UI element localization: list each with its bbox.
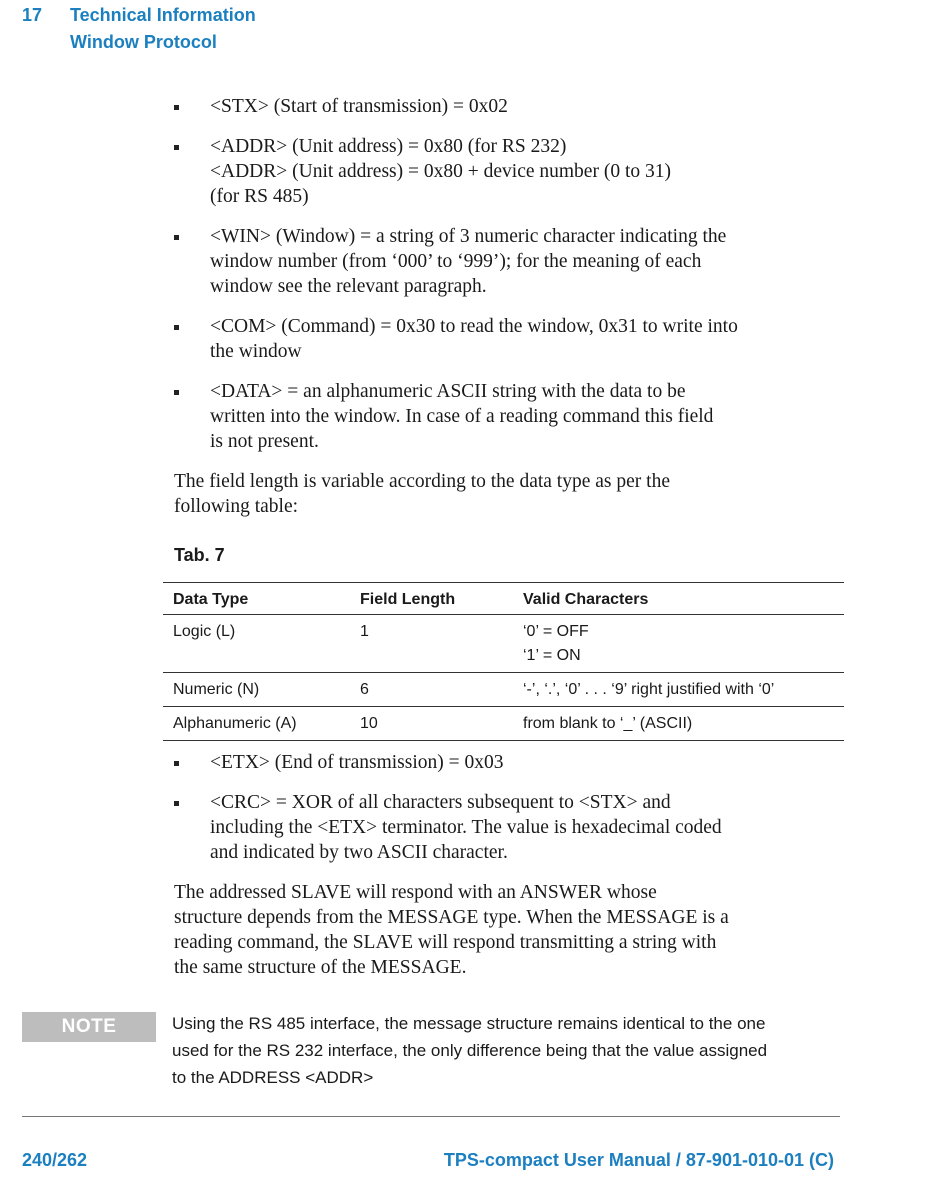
bullet-marker: [174, 235, 179, 240]
paragraph-line: The field length is variable according to the data type as per the: [174, 471, 670, 492]
column-header-data-type: Data Type: [163, 583, 350, 615]
bullet-line: is not present.: [210, 431, 319, 452]
bullet-marker: [174, 325, 179, 330]
bullet-list-bottom: [174, 750, 844, 880]
paragraph-answer: [174, 880, 839, 980]
note-text: [172, 1010, 844, 1091]
bullet-line: including the <ETX> terminator. The value is hexadecimal coded: [210, 817, 722, 838]
table-cell-length: 10: [350, 707, 513, 741]
valid-line: ‘1’ = ON: [523, 647, 581, 664]
bullet-list-top: [174, 94, 844, 469]
valid-line: ‘-’, ‘.’, ‘0’ . . . ‘9’ right justified with ‘0’: [523, 681, 775, 698]
paragraph-line: The addressed SLAVE will respond with an ANSWER whose: [174, 882, 657, 903]
note-line: to the ADDRESS <ADDR>: [172, 1068, 374, 1087]
bullet-line: <ADDR> (Unit address) = 0x80 + device number (0 to 31): [210, 161, 671, 182]
page-header: [22, 2, 256, 56]
bullet-line: window number (from ‘000’ to ‘999’); for the meaning of each: [210, 251, 702, 272]
bullet-addr: [174, 134, 844, 209]
bullet-line: <DATA> = an alphanumeric ASCII string with the data to be: [210, 381, 686, 402]
table-header-row: [163, 583, 844, 615]
bullet-marker: [174, 145, 179, 150]
bullet-data: [174, 379, 844, 454]
bullet-win: [174, 224, 844, 299]
valid-line: from blank to ‘_’ (ASCII): [523, 715, 693, 732]
chapter-title: Technical Information: [70, 5, 256, 25]
bullet-marker: [174, 390, 179, 395]
table-cell-valid: [513, 615, 844, 673]
bullet-line: written into the window. In case of a reading command this field: [210, 406, 714, 427]
bullet-line: and indicated by two ASCII character.: [210, 842, 508, 863]
table-cell-valid: [513, 673, 844, 707]
note-line: Using the RS 485 interface, the message structure remains identical to the one: [172, 1014, 766, 1033]
table-row: [163, 615, 844, 673]
valid-line: ‘0’ = OFF: [523, 623, 589, 640]
table-cell-valid: [513, 707, 844, 741]
table-caption: Tab. 7: [174, 545, 225, 565]
bullet-crc: [174, 790, 844, 865]
note-line: used for the RS 232 interface, the only difference being that the value assigned: [172, 1041, 768, 1060]
paragraph-line: the same structure of the MESSAGE.: [174, 957, 467, 978]
bullet-line: window see the relevant paragraph.: [210, 276, 487, 297]
bullet-marker: [174, 801, 179, 806]
column-header-valid-characters: Valid Characters: [513, 583, 844, 615]
paragraph-field-length: [174, 469, 839, 519]
paragraph-line: following table:: [174, 496, 299, 517]
column-header-field-length: Field Length: [350, 583, 513, 615]
bullet-com: [174, 314, 844, 364]
page-number: 240/262: [22, 1150, 88, 1170]
bullet-line: <CRC> = XOR of all characters subsequent to <STX> and: [210, 792, 671, 813]
bullet-stx: [174, 94, 844, 119]
bullet-line: <ETX> (End of transmission) = 0x03: [210, 752, 504, 773]
bullet-line: <COM> (Command) = 0x30 to read the window, 0x31 to write into: [210, 316, 738, 337]
table-cell-type: Alphanumeric (A): [163, 707, 350, 741]
bullet-etx: [174, 750, 844, 775]
paragraph-line: reading command, the SLAVE will respond transmitting a string with: [174, 932, 717, 953]
paragraph-line: structure depends from the MESSAGE type. When the MESSAGE is a: [174, 907, 729, 928]
chapter-line: [22, 2, 256, 29]
table-row: [163, 707, 844, 741]
table-cell-length: 1: [350, 615, 513, 673]
table-cell-type: Numeric (N): [163, 673, 350, 707]
bullet-marker: [174, 105, 179, 110]
bullet-line: the window: [210, 341, 302, 362]
note-badge: NOTE: [22, 1012, 156, 1042]
footer-divider: [22, 1116, 840, 1117]
manual-title: TPS-compact User Manual / 87-901-010-01 (C): [443, 1150, 834, 1170]
chapter-number: 17: [22, 5, 43, 25]
bullet-line: <STX> (Start of transmission) = 0x02: [210, 96, 508, 117]
data-type-table: [163, 582, 844, 741]
bullet-line: (for RS 485): [210, 186, 309, 207]
bullet-line: <WIN> (Window) = a string of 3 numeric character indicating the: [210, 226, 727, 247]
table-cell-length: 6: [350, 673, 513, 707]
table-cell-type: Logic (L): [163, 615, 350, 673]
table-row: [163, 673, 844, 707]
bullet-line: <ADDR> (Unit address) = 0x80 (for RS 232): [210, 136, 567, 157]
bullet-marker: [174, 761, 179, 766]
section-title: Window Protocol: [70, 32, 217, 52]
